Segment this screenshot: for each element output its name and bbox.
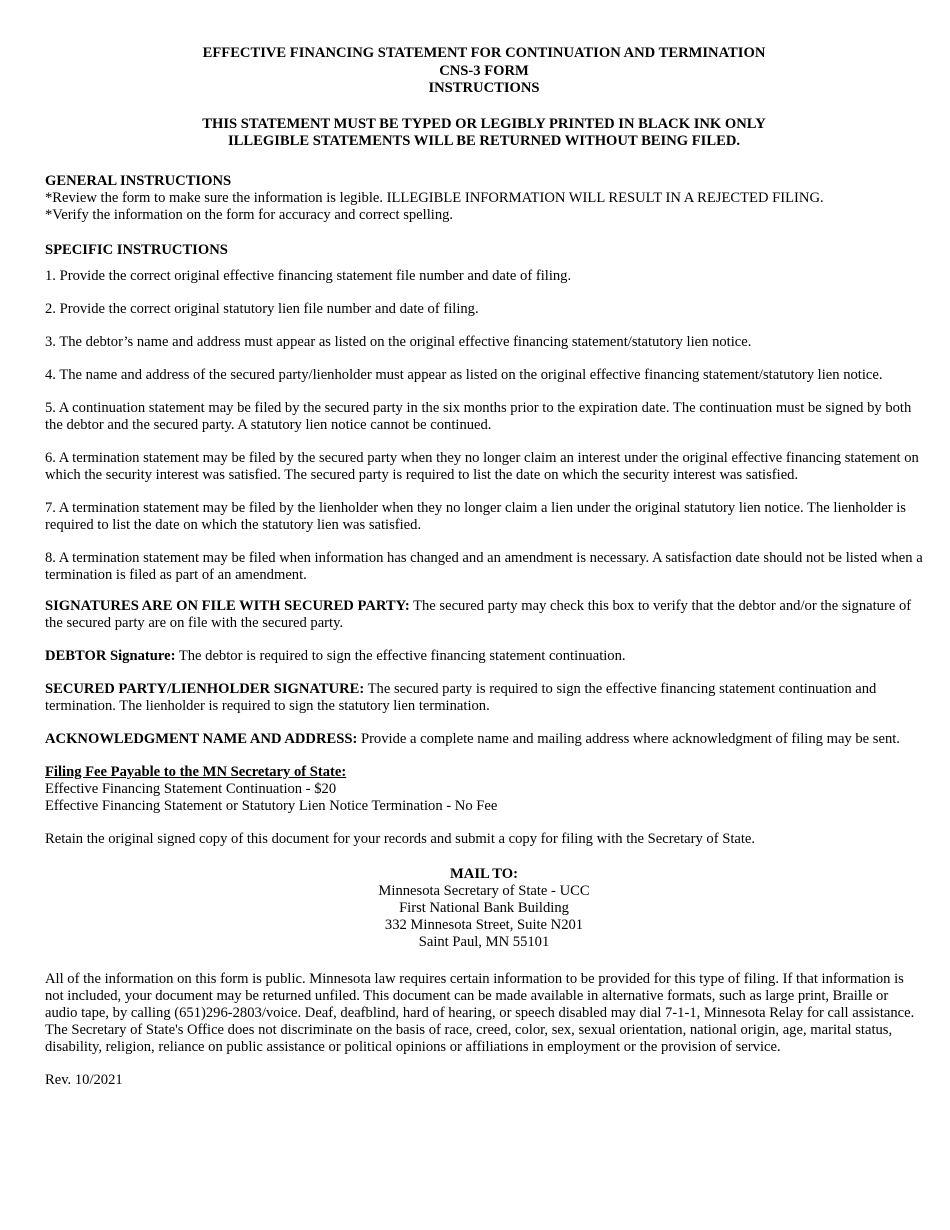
specific-item-6: 6. A termination statement may be filed by the secured party when they no longer claim an interest under the original effective financing statement on which the security interest was satisfied. The secured party is required to list the date on which the security interest was satisfied. — [45, 449, 919, 483]
filing-fee-section — [45, 764, 923, 815]
debtor-signature-label: DEBTOR Signature: — [45, 647, 176, 664]
acknowledgment-label: ACKNOWLEDGMENT NAME AND ADDRESS: — [45, 730, 358, 747]
specific-item-4: 4. The name and address of the secured party/lienholder must appear as listed on the original effective financing statement/statutory lien notice. — [45, 366, 883, 383]
specific-item-2: 2. Provide the correct original statutory lien file number and date of filing. — [45, 300, 479, 317]
specific-instructions-list — [45, 268, 923, 584]
retain-copy-note: Retain the original signed copy of this document for your records and submit a copy for filing with the Secretary of State. — [45, 830, 756, 847]
debtor-signature-text: The debtor is required to sign the effective financing statement continuation. — [175, 647, 626, 664]
secured-party-signature-section — [45, 681, 923, 715]
specific-item-1: 1. Provide the correct original effective financing statement file number and date of filing. — [45, 267, 572, 284]
specific-item-7: 7. A termination statement may be filed by the lienholder when they no longer claim a lien under the original statutory lien notice. The lienholder is required to list the date on which the statutory lien was satisfied. — [45, 499, 906, 533]
acknowledgment-section — [45, 731, 923, 748]
warning-line-1: THIS STATEMENT MUST BE TYPED OR LEGIBLY PRINTED IN BLACK INK ONLY — [202, 115, 766, 132]
warning-line-2: ILLEGIBLE STATEMENTS WILL BE RETURNED WITHOUT BEING FILED. — [227, 133, 741, 149]
form-subtitle: INSTRUCTIONS — [428, 80, 540, 96]
general-instructions-list — [45, 190, 923, 224]
filing-fee-heading: Filing Fee Payable to the MN Secretary of State: — [45, 763, 347, 780]
specific-instructions-heading: SPECIFIC INSTRUCTIONS — [45, 241, 228, 258]
mail-address-line-3: 332 Minnesota Street, Suite N201 — [384, 916, 584, 933]
general-instructions-heading: GENERAL INSTRUCTIONS — [45, 172, 232, 189]
acknowledgment-text: Provide a complete name and mailing address where acknowledgment of filing may be sent. — [357, 730, 900, 747]
specific-item-8: 8. A termination statement may be filed when information has changed and an amendment is necessary. A satisfaction date should not be listed when a termination is filed as part of an amendment. — [45, 549, 923, 583]
general-item-2: *Verify the information on the form for accuracy and correct spelling. — [45, 206, 454, 223]
public-information-notice: All of the information on this form is public. Minnesota law requires certain information to be provided for this type of filing. If that information is not included, your document may be returned unfiled. This document can be made available in alternative formats, such as large print, Braille or audio tape, by calling (651)296-2803/voice. Deaf, deafblind, hard of hearing, or speech disabled may dial 7-1-1, Minnesota Relay for call assistance. The Secretary of State's Office does not discriminate on the basis of race, creed, color, sex, sexual orientation, national origin, age, marital status, disability, religion, reliance on public assistance or political opinions or affiliations in employment or the provision of service. — [45, 970, 915, 1055]
mail-address-line-2: First National Bank Building — [399, 899, 569, 916]
secured-party-signature-label: SECURED PARTY/LIENHOLDER SIGNATURE: — [45, 680, 365, 697]
instructions-page — [45, 45, 923, 1089]
print-warning — [45, 116, 923, 151]
mail-address-line-1: Minnesota Secretary of State - UCC — [378, 882, 590, 899]
debtor-signature-section — [45, 648, 923, 665]
fee-termination: Effective Financing Statement or Statutory Lien Notice Termination - No Fee — [45, 797, 498, 814]
mail-address-line-4: Saint Paul, MN 55101 — [418, 933, 550, 950]
fee-continuation: Effective Financing Statement Continuation - $20 — [45, 780, 337, 797]
mail-to-heading: MAIL TO: — [450, 865, 518, 882]
revision-date: Rev. 10/2021 — [45, 1071, 123, 1088]
form-number: CNS-3 FORM — [439, 62, 529, 79]
general-item-1: *Review the form to make sure the information is legible. ILLEGIBLE INFORMATION WILL RESULT IN A REJECTED FILING. — [45, 189, 824, 206]
signatures-on-file-section — [45, 598, 923, 632]
signatures-on-file-label: SIGNATURES ARE ON FILE WITH SECURED PARTY: — [45, 597, 410, 614]
document-header — [45, 45, 923, 151]
mail-to-block — [45, 866, 923, 951]
secured-party-signature-text: The secured party is required to sign the effective financing statement continuation and termination. The lienholder is required to sign the statutory lien termination. — [45, 680, 877, 714]
specific-item-3: 3. The debtor’s name and address must appear as listed on the original effective financing statement/statutory lien notice. — [45, 333, 752, 350]
signatures-on-file-text: The secured party may check this box to verify that the debtor and/or the signature of the secured party are on file with the secured party. — [45, 597, 912, 631]
form-title: EFFECTIVE FINANCING STATEMENT FOR CONTINUATION AND TERMINATION — [202, 45, 766, 61]
specific-item-5: 5. A continuation statement may be filed by the secured party in the six months prior to the expiration date. The continuation must be signed by both the debtor and the secured party. A statutory lien notice cannot be continued. — [45, 399, 912, 433]
